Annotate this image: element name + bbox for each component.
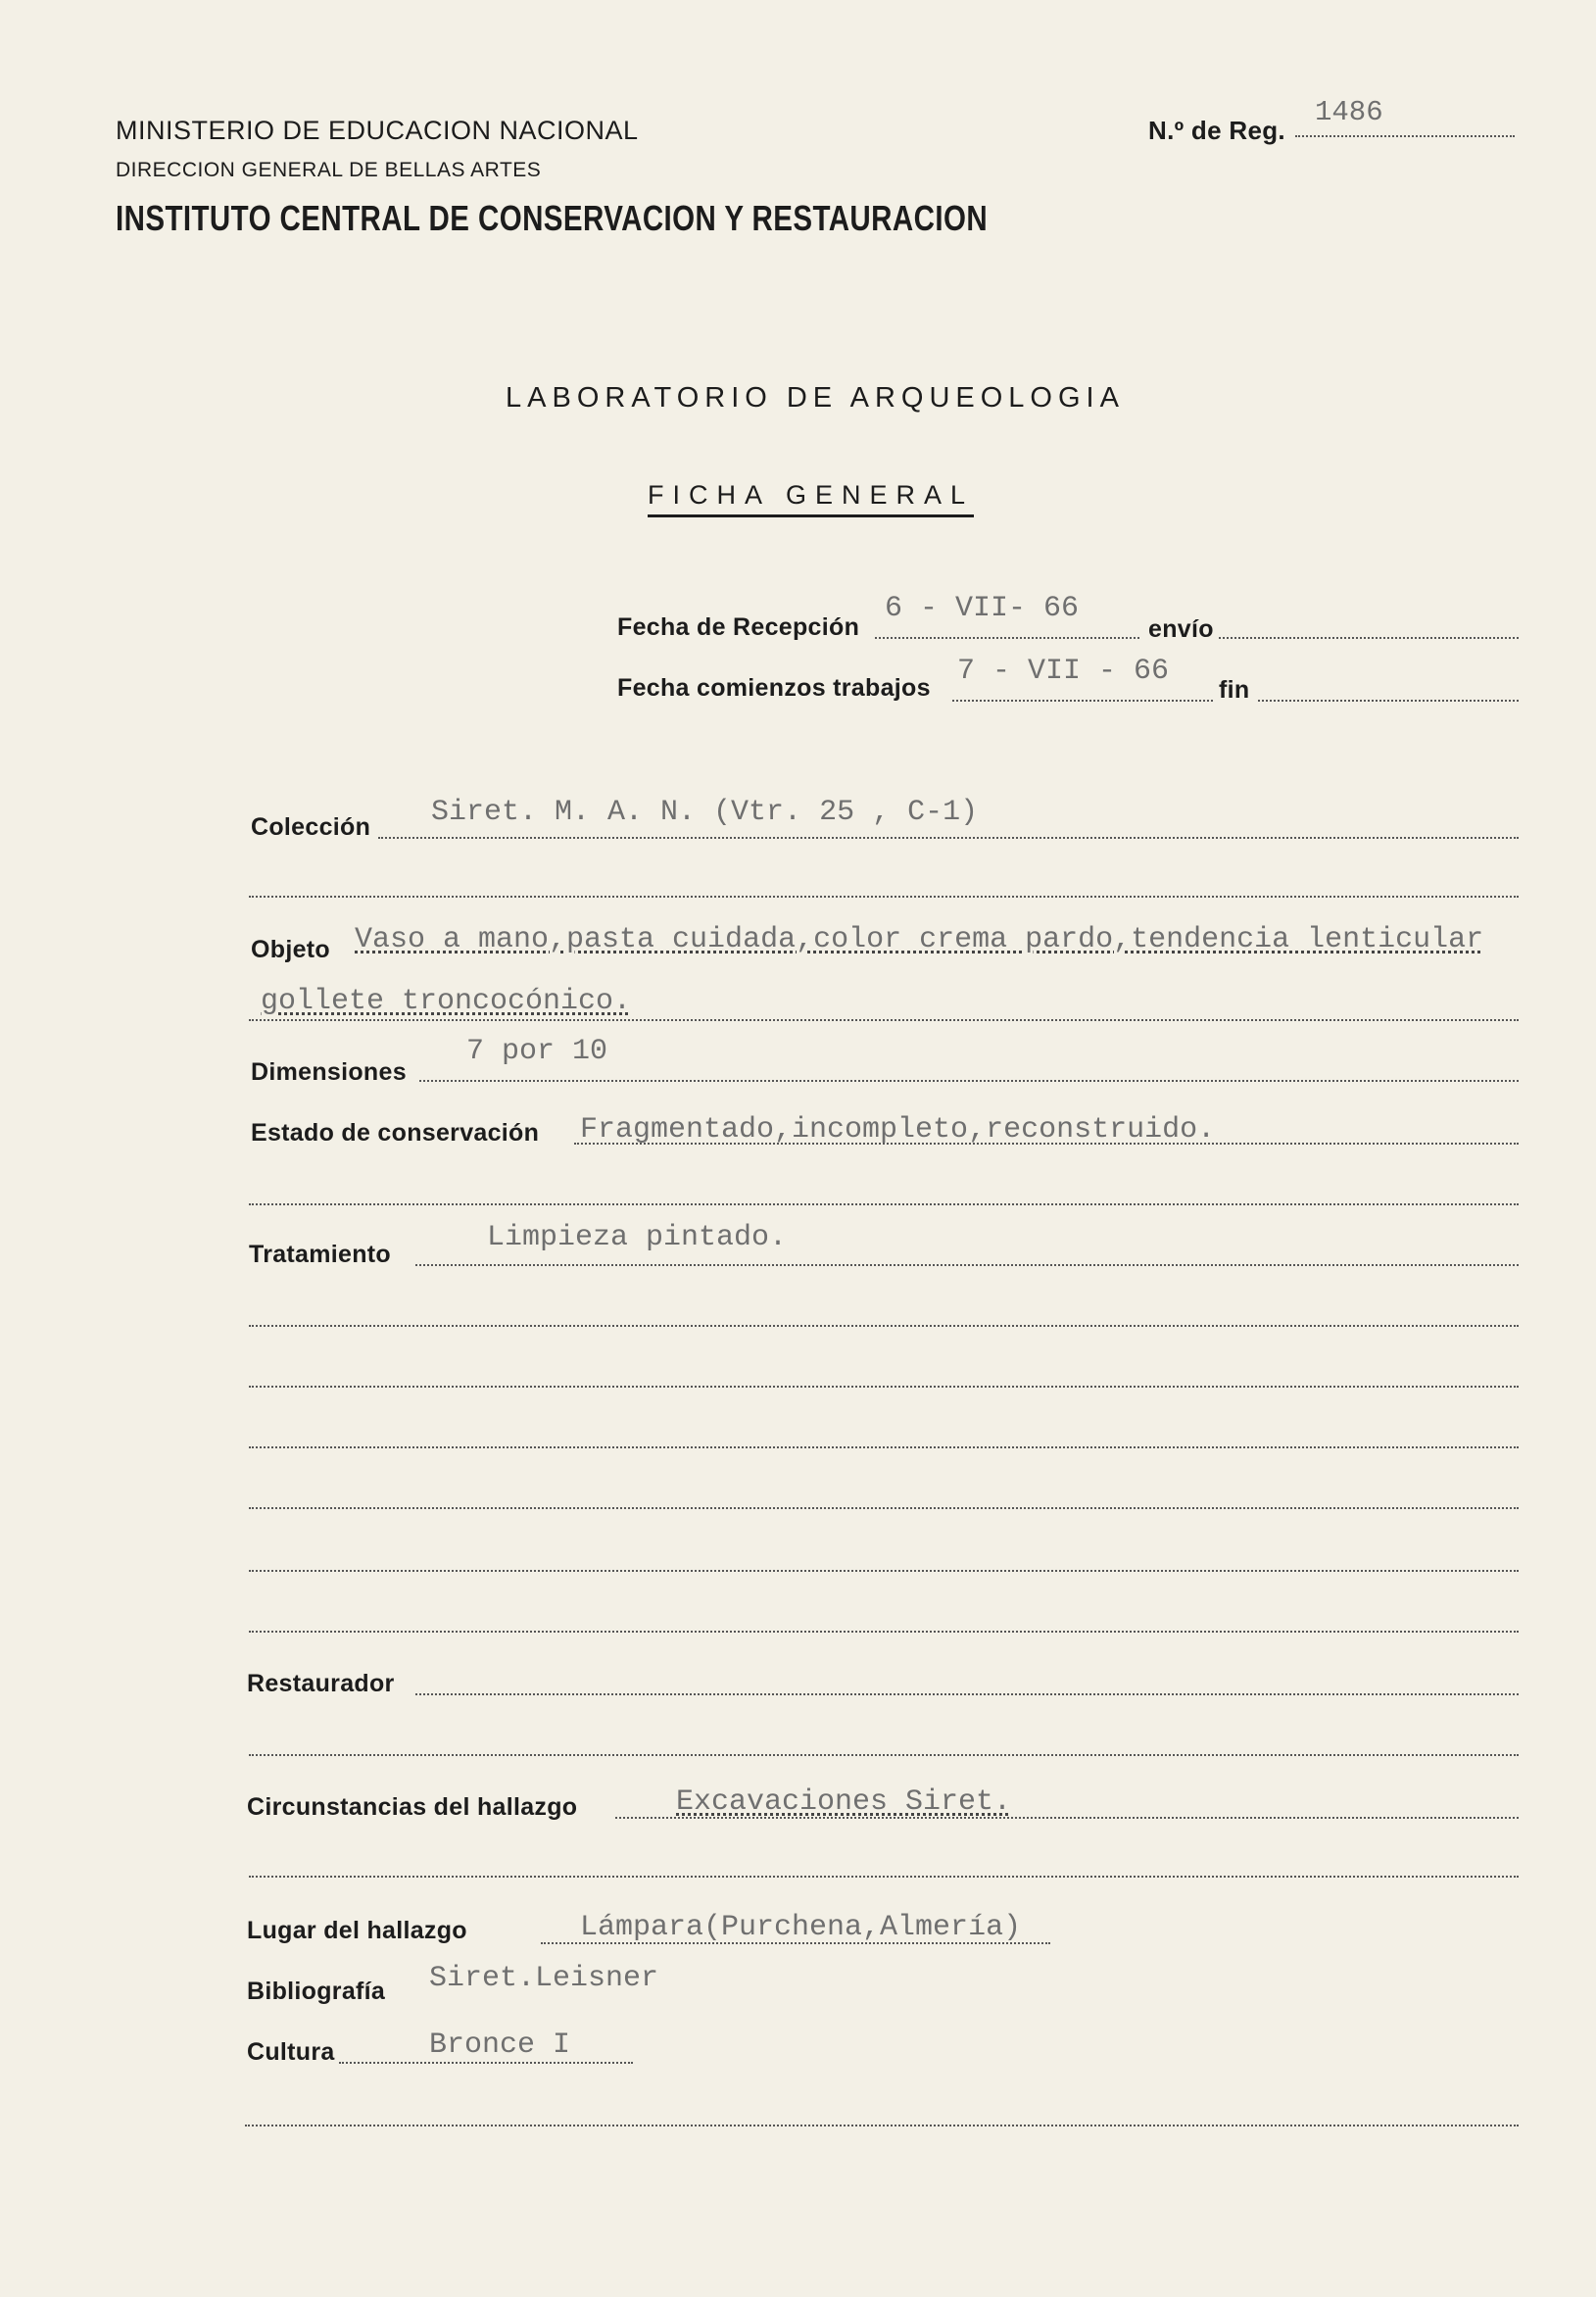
- circunstancias-value: Excavaciones Siret.: [676, 1785, 1012, 1819]
- reg-dotline: [1295, 135, 1515, 137]
- ministry-line: MINISTERIO DE EDUCACION NACIONAL: [116, 116, 639, 145]
- cultura-dotline: [339, 2062, 633, 2064]
- tratamiento-extra-line-6: [249, 1631, 1519, 1633]
- dimensiones-label: Dimensiones: [251, 1058, 407, 1086]
- objeto-line-2-dotline: [249, 1019, 1519, 1021]
- coleccion-extra-line: [249, 896, 1519, 898]
- reception-date-dotline: [875, 637, 1139, 639]
- reg-label: N.º de Reg.: [1148, 116, 1285, 145]
- direction-line: DIRECCION GENERAL DE BELLAS ARTES: [116, 159, 542, 181]
- restaurador-extra-line: [249, 1754, 1519, 1756]
- lugar-label: Lugar del hallazgo: [247, 1917, 467, 1944]
- circunstancias-extra-line: [249, 1876, 1519, 1878]
- tratamiento-dotline: [415, 1264, 1519, 1266]
- reg-value: 1486: [1315, 96, 1383, 128]
- circunstancias-label: Circunstancias del hallazgo: [247, 1793, 578, 1821]
- fin-label: fin: [1219, 676, 1250, 704]
- reception-date-value: 6 - VII- 66: [885, 592, 1080, 625]
- tratamiento-extra-line-5: [249, 1570, 1519, 1572]
- tratamiento-extra-line-3: [249, 1446, 1519, 1448]
- start-date-label: Fecha comienzos trabajos: [617, 674, 931, 702]
- tratamiento-value: Limpieza pintado.: [487, 1221, 788, 1254]
- coleccion-value: Siret. M. A. N. (Vtr. 25 , C-1): [431, 796, 979, 829]
- estado-label: Estado de conservación: [251, 1119, 540, 1147]
- objeto-line-2: gollete troncocónico.: [261, 985, 632, 1018]
- bibliografia-label: Bibliografía: [247, 1978, 386, 2005]
- envio-label: envío: [1148, 615, 1214, 643]
- cultura-label: Cultura: [247, 2038, 335, 2066]
- tratamiento-extra-line-4: [249, 1507, 1519, 1509]
- tratamiento-extra-line-2: [249, 1386, 1519, 1388]
- cultura-extra-line: [245, 2125, 1519, 2126]
- tratamiento-label: Tratamiento: [249, 1241, 391, 1268]
- restaurador-label: Restaurador: [247, 1670, 395, 1697]
- objeto-line-1: Vaso a mano,pasta cuidada,color crema pardo,tendencia lenticular: [355, 923, 1484, 956]
- dimensiones-value: 7 por 10: [466, 1035, 608, 1068]
- reception-date-label: Fecha de Recepción: [617, 613, 860, 641]
- envio-dotline: [1219, 637, 1519, 639]
- objeto-label: Objeto: [251, 936, 330, 963]
- coleccion-label: Colección: [251, 813, 371, 841]
- lugar-value: Lámpara(Purchena,Almería): [580, 1911, 1022, 1944]
- form-title: FICHA GENERAL: [648, 480, 974, 517]
- bibliografia-value: Siret.Leisner: [429, 1962, 659, 1995]
- fin-dotline: [1258, 700, 1519, 702]
- dimensiones-dotline: [419, 1080, 1519, 1082]
- estado-extra-line: [249, 1203, 1519, 1205]
- lab-title: LABORATORIO DE ARQUEOLOGIA: [506, 382, 1125, 414]
- restaurador-dotline: [415, 1693, 1519, 1695]
- coleccion-dotline: [378, 837, 1519, 839]
- start-date-value: 7 - VII - 66: [957, 655, 1170, 688]
- cultura-value: Bronce I: [429, 2028, 571, 2062]
- estado-value: Fragmentado,incompleto,reconstruido.: [580, 1113, 1216, 1147]
- start-date-dotline: [952, 700, 1213, 702]
- institute-line: INSTITUTO CENTRAL DE CONSERVACION Y RESTAURACION: [116, 198, 989, 238]
- tratamiento-extra-line-1: [249, 1325, 1519, 1327]
